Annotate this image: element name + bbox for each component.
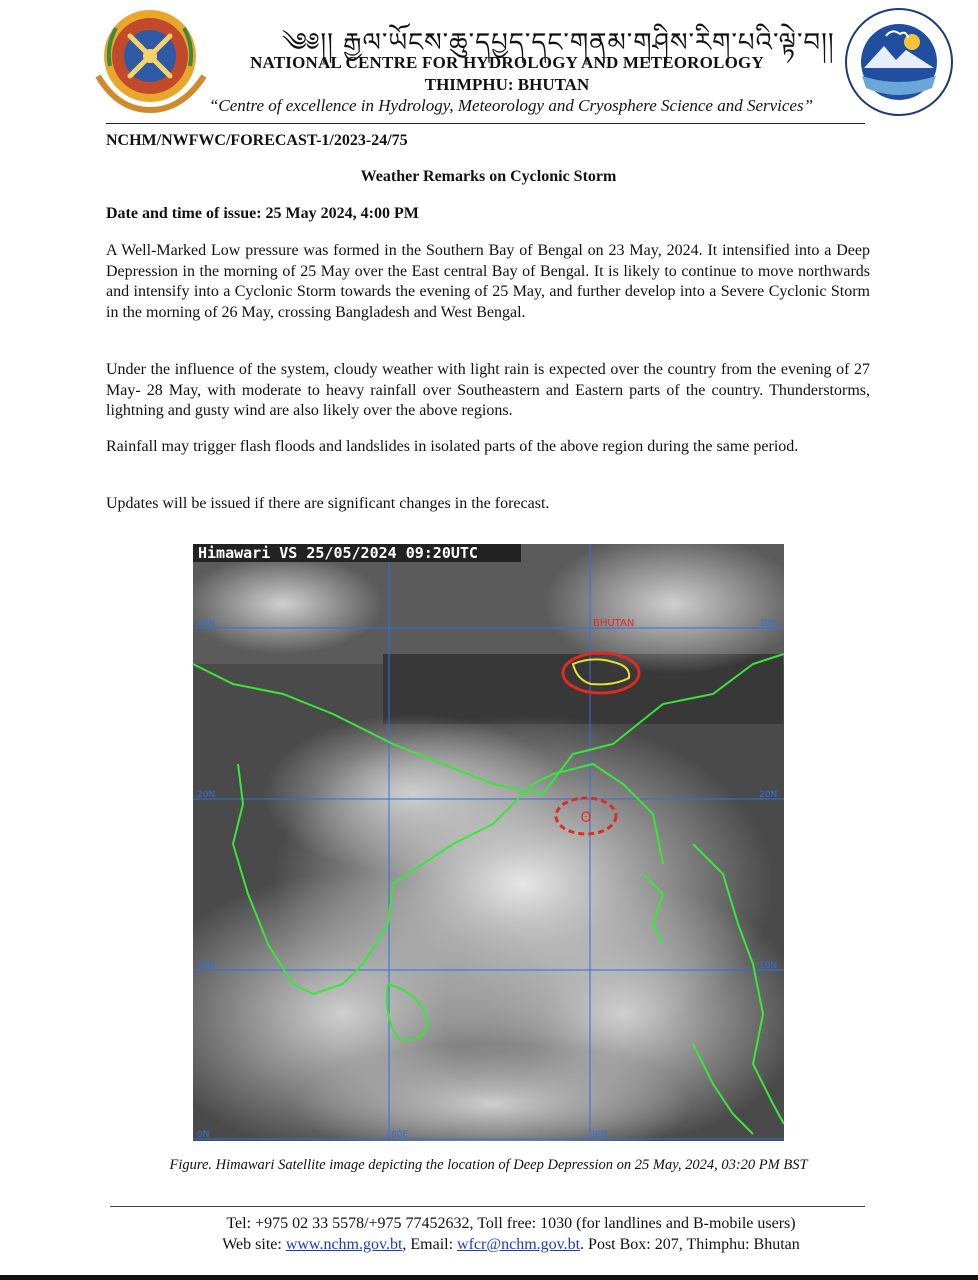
cyclone-symbol: ʘ xyxy=(580,810,592,826)
lat-label-0n: 0N xyxy=(197,1130,210,1140)
lon-label-80e: 80E xyxy=(391,1130,409,1140)
lat-label-30n-right: 30N xyxy=(759,619,778,629)
paragraph-system-formation: A Well-Marked Low pressure was formed in the Southern Bay of Bengal on 23 May, 2024. It intensified into a Deep Depression in the morning of 25 May over the East central Bay of Bengal. It is likely to continue to move northwards and intensify into a Cyclonic Storm towards the evening of 25 May, and further develop into a Severe Cyclonic Storm in the morning of 26 May, crossing Bangladesh and West Bengal. xyxy=(106,242,870,321)
footer-divider xyxy=(110,1206,865,1207)
paragraph-rain-forecast: Under the influence of the system, cloudy weather with light rain is expected over the country from the evening of 27 May- 28 May, with moderate to heavy rainfall over Southeastern and Eastern parts of the country. Thunderstorms, lightning and gusty wind are also likely over the above regions. xyxy=(106,361,870,419)
lat-label-20n-left: 20N xyxy=(197,790,216,800)
satellite-image-label: Himawari VS 25/05/2024 09:20UTC xyxy=(198,544,478,562)
organization-location: THIMPHU: BHUTAN xyxy=(424,75,590,94)
document-title: Weather Remarks on Cyclonic Storm xyxy=(360,168,617,185)
nchm-logo-icon xyxy=(840,6,958,118)
header-divider xyxy=(106,123,865,124)
organization-name: NATIONAL CENTRE FOR HYDROLOGY AND METEOROLOGY xyxy=(250,53,764,72)
lat-label-10n-right: 10N xyxy=(759,961,778,971)
lat-label-20n-right: 20N xyxy=(759,790,778,800)
website-link[interactable]: www.nchm.gov.bt xyxy=(285,1236,403,1253)
issue-date-time: Date and time of issue: 25 May 2024, 4:00 PM xyxy=(106,205,419,222)
website-label: Web site: xyxy=(222,1236,286,1253)
email-link[interactable]: wfcr@nchm.gov.bt xyxy=(457,1236,581,1253)
reference-number: NCHM/NWFWC/FORECAST-1/2023-24/75 xyxy=(106,132,408,149)
email-label: , Email: xyxy=(402,1236,458,1253)
contact-phone-line: Tel: +975 02 33 5578/+975 77452632, Toll free: 1030 (for landlines and B-mobile users) xyxy=(226,1215,796,1232)
bottom-border xyxy=(0,1275,978,1280)
lon-label-90e: 90E xyxy=(592,1130,610,1140)
postbox-text: . Post Box: 207, Thimphu: Bhutan xyxy=(580,1236,800,1253)
lat-label-10n-left: 10N xyxy=(197,961,216,971)
bhutan-map-label: BHUTAN xyxy=(593,618,635,629)
dzongkha-title: ༄༅།། རྒྱལ་ཡོངས་ཆུ་དཔྱད་དང་གནམ་གཤིས་རིག་པའི་ལྟེ་བ།། xyxy=(282,28,835,58)
contact-web-line xyxy=(106,1236,916,1254)
satellite-image xyxy=(193,544,784,1141)
paragraph-flood-warning: Rainfall may trigger flash floods and landslides in isolated parts of the above region during the same period. xyxy=(106,438,799,455)
tagline: “Centre of excellence in Hydrology, Meteorology and Cryosphere Science and Services” xyxy=(208,96,814,115)
figure-caption: Figure. Himawari Satellite image depicting the location of Deep Depression on 25 May, 2024, 03:20 PM BST xyxy=(169,1157,808,1173)
lat-label-30n-left: 30N xyxy=(197,619,216,629)
paragraph-updates-note: Updates will be issued if there are significant changes in the forecast. xyxy=(106,495,550,512)
